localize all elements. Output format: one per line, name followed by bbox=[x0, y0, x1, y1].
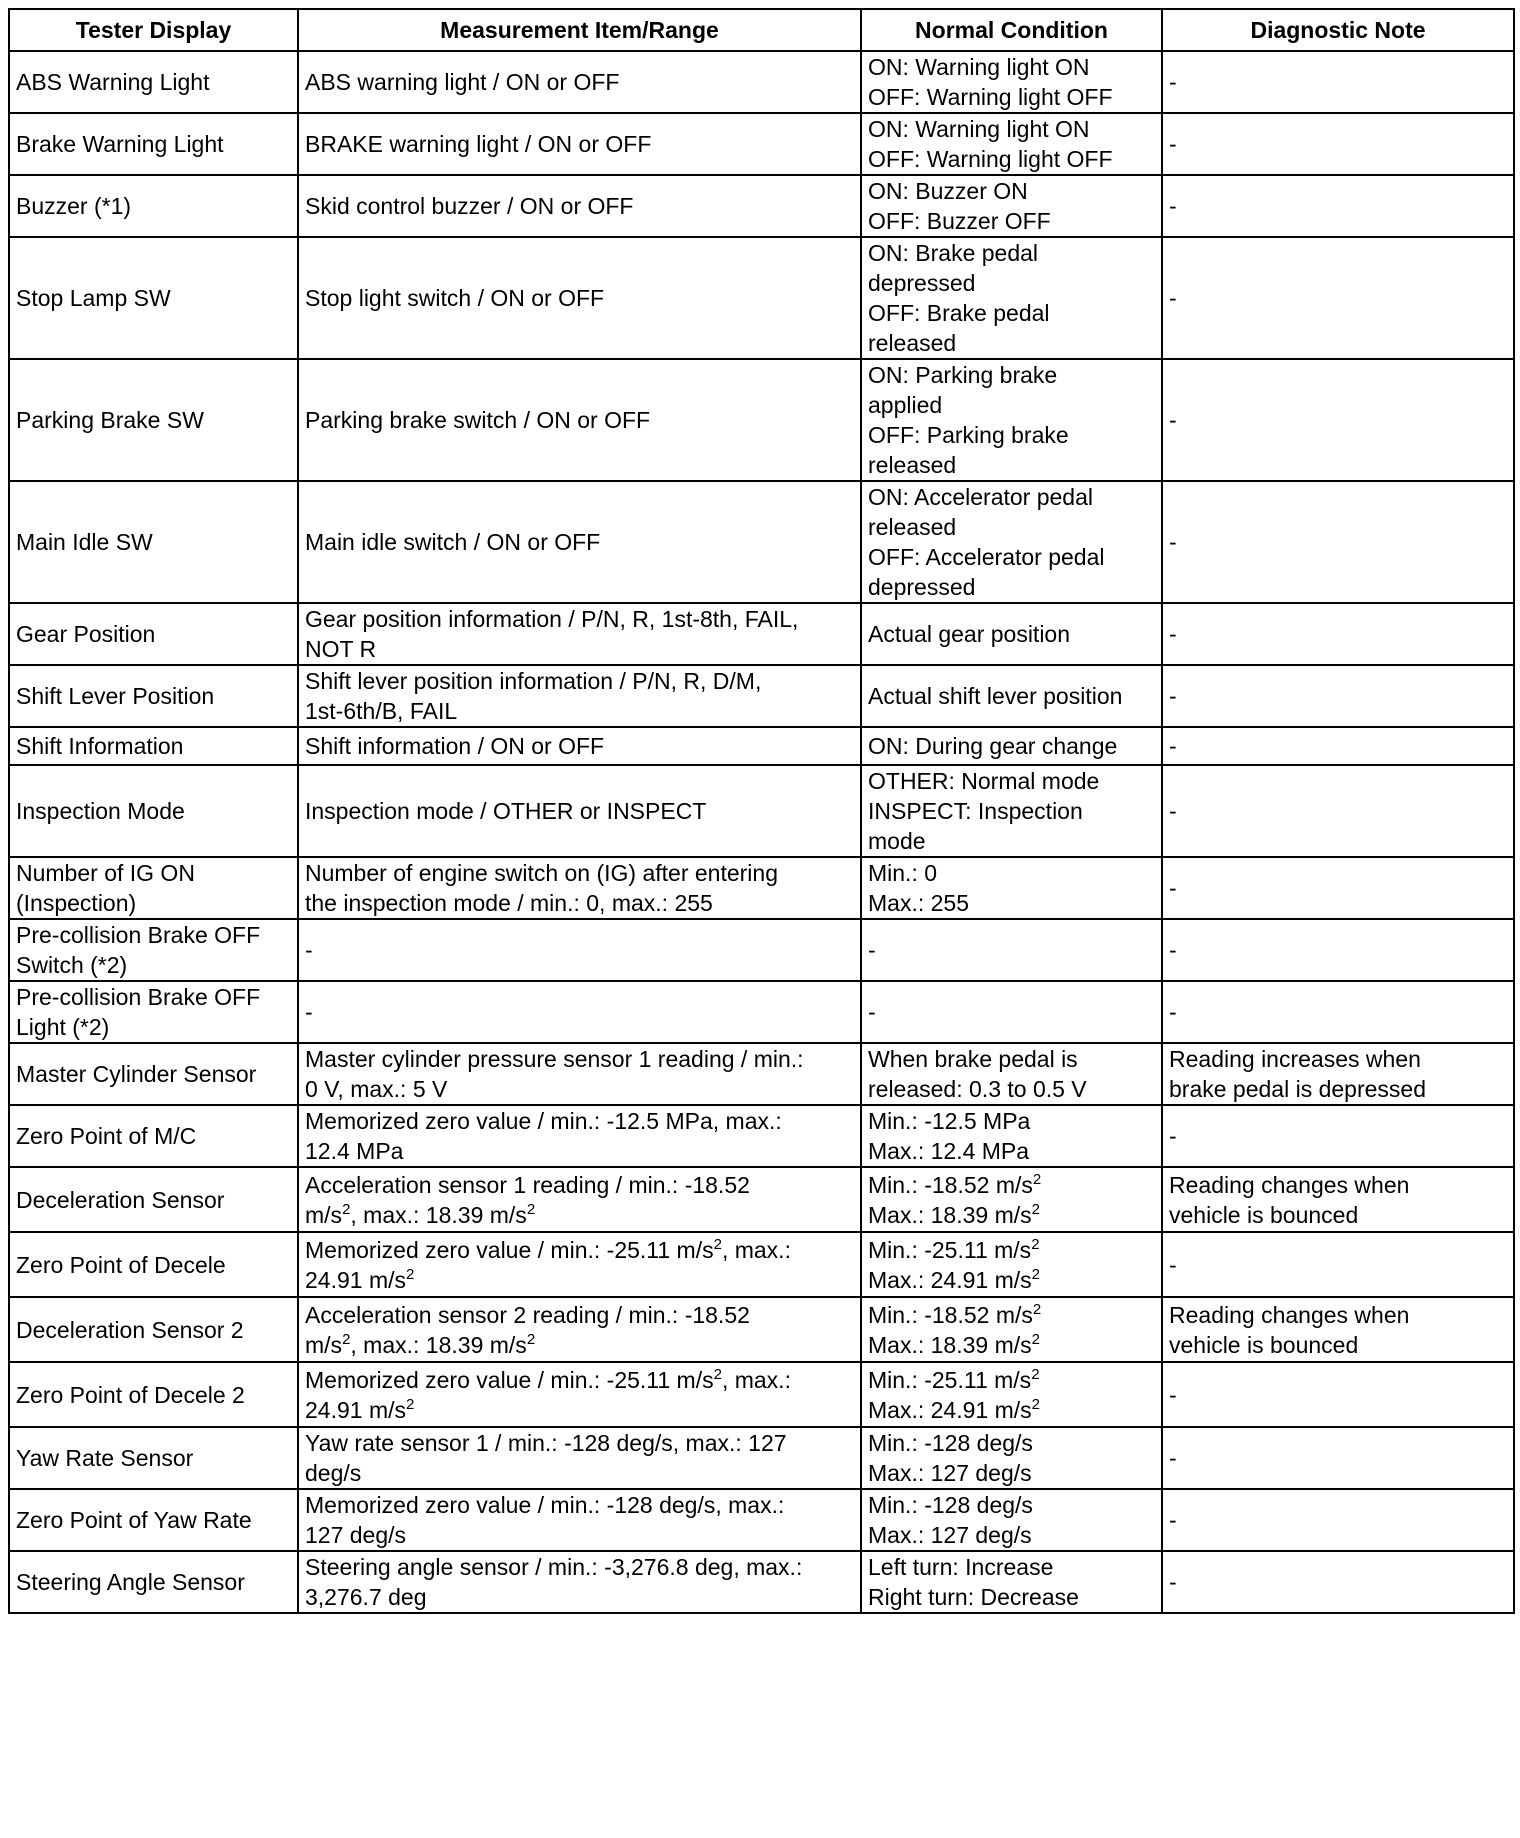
cell-line: Brake Warning Light bbox=[16, 131, 224, 157]
cell-diagnostic-note bbox=[1162, 857, 1514, 919]
cell-line: Shift Information bbox=[16, 733, 184, 759]
table-row bbox=[9, 1105, 1514, 1167]
cell-line: ON: Warning light ON bbox=[868, 54, 1090, 80]
cell-normal-condition bbox=[861, 727, 1162, 765]
cell-tester-display bbox=[9, 919, 298, 981]
cell-measurement-item bbox=[298, 175, 861, 237]
cell-line: Actual gear position bbox=[868, 621, 1071, 647]
cell-line: - bbox=[1169, 407, 1177, 433]
cell-line: BRAKE warning light / ON or OFF bbox=[305, 131, 652, 157]
cell-measurement-item bbox=[298, 1297, 861, 1362]
cell-line: OFF: Warning light OFF bbox=[868, 146, 1113, 172]
cell-diagnostic-note bbox=[1162, 237, 1514, 359]
cell-line: released bbox=[868, 330, 957, 356]
header-diagnostic-note: Diagnostic Note bbox=[1162, 9, 1514, 51]
cell-normal-condition bbox=[861, 1362, 1162, 1427]
header-normal-condition: Normal Condition bbox=[861, 9, 1162, 51]
cell-normal-condition bbox=[861, 51, 1162, 113]
cell-line: ON: During gear change bbox=[868, 733, 1118, 759]
table-row bbox=[9, 1362, 1514, 1427]
cell-diagnostic-note bbox=[1162, 359, 1514, 481]
cell-line: - bbox=[1169, 69, 1177, 95]
cell-line: - bbox=[868, 937, 876, 963]
cell-diagnostic-note bbox=[1162, 919, 1514, 981]
cell-line: - bbox=[1169, 937, 1177, 963]
cell-tester-display bbox=[9, 51, 298, 113]
cell-diagnostic-note bbox=[1162, 481, 1514, 603]
cell-normal-condition bbox=[861, 1489, 1162, 1551]
cell-tester-display bbox=[9, 665, 298, 727]
cell-tester-display bbox=[9, 1362, 298, 1427]
cell-line: Gear Position bbox=[16, 621, 156, 647]
cell-line: Yaw Rate Sensor bbox=[16, 1445, 194, 1471]
cell-diagnostic-note bbox=[1162, 1362, 1514, 1427]
table-row bbox=[9, 1427, 1514, 1489]
cell-line: $m/s^2$, max.: 18.39 $m/s^2$ bbox=[305, 1200, 536, 1228]
cell-tester-display bbox=[9, 1551, 298, 1613]
cell-diagnostic-note bbox=[1162, 1427, 1514, 1489]
cell-tester-display bbox=[9, 981, 298, 1043]
cell-line: - bbox=[1169, 529, 1177, 555]
cell-line: - bbox=[305, 999, 313, 1025]
cell-tester-display bbox=[9, 175, 298, 237]
cell-line: ON: Warning light ON bbox=[868, 116, 1090, 142]
cell-line: Number of IG ON bbox=[16, 860, 195, 886]
cell-line: ON: Brake pedal bbox=[868, 240, 1039, 266]
cell-line: Max.: 18.39 $m/s^2$ bbox=[868, 1200, 1040, 1228]
cell-diagnostic-note bbox=[1162, 1232, 1514, 1297]
cell-line: - bbox=[1169, 1251, 1177, 1278]
cell-normal-condition bbox=[861, 981, 1162, 1043]
cell-line: released bbox=[868, 452, 957, 478]
cell-line: INSPECT: Inspection bbox=[868, 798, 1083, 824]
cell-line: OFF: Accelerator pedal bbox=[868, 544, 1105, 570]
cell-line: - bbox=[1169, 1507, 1177, 1533]
cell-normal-condition bbox=[861, 1105, 1162, 1167]
cell-normal-condition bbox=[861, 1043, 1162, 1105]
cell-line: Gear position information / P/N, R, 1st-8th, FAIL, bbox=[305, 606, 799, 632]
cell-line: Yaw rate sensor 1 / min.: -128 deg/s, max.: 127 bbox=[305, 1430, 787, 1456]
cell-normal-condition bbox=[861, 113, 1162, 175]
cell-line: depressed bbox=[868, 574, 976, 600]
cell-measurement-item bbox=[298, 603, 861, 665]
cell-line: Main idle switch / ON or OFF bbox=[305, 529, 601, 555]
cell-line: Max.: 127 deg/s bbox=[868, 1460, 1032, 1486]
cell-tester-display bbox=[9, 857, 298, 919]
cell-line: Skid control buzzer / ON or OFF bbox=[305, 193, 634, 219]
cell-line: Light (*2) bbox=[16, 1014, 110, 1040]
cell-line: Inspection mode / OTHER or INSPECT bbox=[305, 798, 707, 824]
table-row bbox=[9, 919, 1514, 981]
cell-line: OFF: Brake pedal bbox=[868, 300, 1050, 326]
cell-line: Memorized zero value / min.: -12.5 MPa, max.: bbox=[305, 1108, 782, 1134]
cell-line: Zero Point of Decele bbox=[16, 1251, 226, 1278]
cell-line: Parking brake switch / ON or OFF bbox=[305, 407, 651, 433]
cell-line: Zero Point of Decele 2 bbox=[16, 1381, 245, 1408]
cell-line: Steering Angle Sensor bbox=[16, 1569, 245, 1595]
cell-measurement-item bbox=[298, 237, 861, 359]
cell-line: - bbox=[1169, 1381, 1177, 1408]
cell-line: - bbox=[305, 937, 313, 963]
cell-line: - bbox=[1169, 1569, 1177, 1595]
cell-line: - bbox=[1169, 683, 1177, 709]
cell-tester-display bbox=[9, 1232, 298, 1297]
cell-line: Acceleration sensor 2 reading / min.: -18.52 bbox=[305, 1301, 750, 1328]
cell-tester-display bbox=[9, 1297, 298, 1362]
cell-line: Max.: 18.39 $m/s^2$ bbox=[868, 1330, 1040, 1358]
cell-line: 12.4 MPa bbox=[305, 1138, 404, 1164]
header-tester-display: Tester Display bbox=[9, 9, 298, 51]
table-row bbox=[9, 1232, 1514, 1297]
cell-line: - bbox=[1169, 875, 1177, 901]
table-row bbox=[9, 1043, 1514, 1105]
cell-line: 127 deg/s bbox=[305, 1522, 407, 1548]
cell-line: 24.91 $m/s^2$ bbox=[305, 1265, 415, 1293]
cell-tester-display bbox=[9, 1167, 298, 1232]
cell-tester-display bbox=[9, 603, 298, 665]
cell-line: vehicle is bounced bbox=[1169, 1201, 1359, 1228]
cell-line: Stop light switch / ON or OFF bbox=[305, 285, 605, 311]
cell-line: brake pedal is depressed bbox=[1169, 1076, 1426, 1102]
cell-diagnostic-note bbox=[1162, 1043, 1514, 1105]
cell-line: depressed bbox=[868, 270, 976, 296]
cell-line: ON: Parking brake bbox=[868, 362, 1058, 388]
cell-line: Reading changes when bbox=[1169, 1171, 1410, 1198]
cell-line: ABS warning light / ON or OFF bbox=[305, 69, 620, 95]
cell-line: - bbox=[1169, 621, 1177, 647]
cell-normal-condition bbox=[861, 1551, 1162, 1613]
cell-diagnostic-note bbox=[1162, 1105, 1514, 1167]
header-measurement-item: Measurement Item/Range bbox=[298, 9, 861, 51]
cell-line: Deceleration Sensor 2 bbox=[16, 1316, 244, 1343]
cell-measurement-item bbox=[298, 727, 861, 765]
cell-line: Max.: 255 bbox=[868, 890, 969, 916]
table-row bbox=[9, 765, 1514, 857]
table-row bbox=[9, 603, 1514, 665]
cell-normal-condition bbox=[861, 765, 1162, 857]
cell-tester-display bbox=[9, 481, 298, 603]
cell-line: ABS Warning Light bbox=[16, 69, 210, 95]
cell-measurement-item bbox=[298, 765, 861, 857]
cell-line: OTHER: Normal mode bbox=[868, 768, 1100, 794]
diagnostic-data-table bbox=[8, 8, 1515, 1614]
cell-line: - bbox=[868, 999, 876, 1025]
cell-normal-condition bbox=[861, 665, 1162, 727]
table-row bbox=[9, 481, 1514, 603]
cell-line: Shift Lever Position bbox=[16, 683, 215, 709]
cell-line: 3,276.7 deg bbox=[305, 1584, 427, 1610]
cell-line: Shift lever position information / P/N, R, D/M, bbox=[305, 668, 762, 694]
table-row bbox=[9, 727, 1514, 765]
table-row bbox=[9, 857, 1514, 919]
cell-line: Memorized zero value / min.: -25.11 $m/s^2$, max.: bbox=[305, 1235, 791, 1263]
cell-tester-display bbox=[9, 765, 298, 857]
cell-diagnostic-note bbox=[1162, 51, 1514, 113]
cell-line: - bbox=[1169, 999, 1177, 1025]
cell-line: Deceleration Sensor bbox=[16, 1186, 225, 1213]
table-row bbox=[9, 175, 1514, 237]
cell-line: Min.: -25.11 $m/s^2$ bbox=[868, 1235, 1040, 1263]
cell-line: Min.: -18.52 $m/s^2$ bbox=[868, 1170, 1042, 1198]
cell-line: Acceleration sensor 1 reading / min.: -18.52 bbox=[305, 1171, 750, 1198]
cell-normal-condition bbox=[861, 919, 1162, 981]
table-row bbox=[9, 113, 1514, 175]
cell-normal-condition bbox=[861, 1427, 1162, 1489]
cell-diagnostic-note bbox=[1162, 1551, 1514, 1613]
cell-line: Shift information / ON or OFF bbox=[305, 733, 605, 759]
cell-line: mode bbox=[868, 828, 926, 854]
cell-measurement-item bbox=[298, 919, 861, 981]
cell-line: Min.: -18.52 $m/s^2$ bbox=[868, 1300, 1042, 1328]
cell-line: Memorized zero value / min.: -128 deg/s, max.: bbox=[305, 1492, 785, 1518]
cell-line: Max.: 24.91 $m/s^2$ bbox=[868, 1265, 1040, 1293]
table-row bbox=[9, 359, 1514, 481]
cell-line: Zero Point of M/C bbox=[16, 1123, 197, 1149]
cell-measurement-item bbox=[298, 51, 861, 113]
cell-measurement-item bbox=[298, 1167, 861, 1232]
cell-measurement-item bbox=[298, 1489, 861, 1551]
cell-line: Max.: 12.4 MPa bbox=[868, 1138, 1030, 1164]
cell-line: 1st-6th/B, FAIL bbox=[305, 698, 458, 724]
cell-line: Parking Brake SW bbox=[16, 407, 204, 433]
cell-measurement-item bbox=[298, 665, 861, 727]
cell-line: Master Cylinder Sensor bbox=[16, 1061, 257, 1087]
cell-measurement-item bbox=[298, 981, 861, 1043]
cell-tester-display bbox=[9, 1043, 298, 1105]
cell-line: Pre-collision Brake OFF bbox=[16, 984, 261, 1010]
cell-line: Inspection Mode bbox=[16, 798, 185, 824]
cell-measurement-item bbox=[298, 113, 861, 175]
cell-normal-condition bbox=[861, 481, 1162, 603]
cell-diagnostic-note bbox=[1162, 765, 1514, 857]
cell-diagnostic-note bbox=[1162, 665, 1514, 727]
table-row bbox=[9, 51, 1514, 113]
cell-line: Right turn: Decrease bbox=[868, 1584, 1079, 1610]
cell-normal-condition bbox=[861, 175, 1162, 237]
cell-tester-display bbox=[9, 1489, 298, 1551]
cell-line: Steering angle sensor / min.: -3,276.8 deg, max.: bbox=[305, 1554, 803, 1580]
table-row bbox=[9, 1489, 1514, 1551]
cell-normal-condition bbox=[861, 1167, 1162, 1232]
cell-line: Zero Point of Yaw Rate bbox=[16, 1507, 252, 1533]
cell-line: applied bbox=[868, 392, 943, 418]
cell-line: Master cylinder pressure sensor 1 reading / min.: bbox=[305, 1046, 804, 1072]
cell-diagnostic-note bbox=[1162, 727, 1514, 765]
cell-line: Main Idle SW bbox=[16, 529, 153, 555]
cell-line: OFF: Warning light OFF bbox=[868, 84, 1113, 110]
cell-tester-display bbox=[9, 113, 298, 175]
cell-line: ON: Buzzer ON bbox=[868, 178, 1028, 204]
cell-diagnostic-note bbox=[1162, 113, 1514, 175]
cell-normal-condition bbox=[861, 1297, 1162, 1362]
cell-measurement-item bbox=[298, 1427, 861, 1489]
cell-normal-condition bbox=[861, 237, 1162, 359]
cell-line: Max.: 127 deg/s bbox=[868, 1522, 1032, 1548]
table-row bbox=[9, 237, 1514, 359]
cell-line: Left turn: Increase bbox=[868, 1554, 1054, 1580]
cell-line: vehicle is bounced bbox=[1169, 1331, 1359, 1358]
table-row bbox=[9, 1297, 1514, 1362]
cell-line: - bbox=[1169, 798, 1177, 824]
cell-measurement-item bbox=[298, 1105, 861, 1167]
cell-line: Reading changes when bbox=[1169, 1301, 1410, 1328]
cell-line: Stop Lamp SW bbox=[16, 285, 171, 311]
cell-line: When brake pedal is bbox=[868, 1046, 1078, 1072]
cell-line: Number of engine switch on (IG) after entering bbox=[305, 860, 779, 886]
cell-tester-display bbox=[9, 237, 298, 359]
table-row bbox=[9, 665, 1514, 727]
cell-line: Buzzer (*1) bbox=[16, 193, 132, 219]
cell-measurement-item bbox=[298, 359, 861, 481]
cell-diagnostic-note bbox=[1162, 175, 1514, 237]
cell-measurement-item bbox=[298, 1362, 861, 1427]
cell-line: - bbox=[1169, 285, 1177, 311]
cell-line: $m/s^2$, max.: 18.39 $m/s^2$ bbox=[305, 1330, 536, 1358]
cell-line: Pre-collision Brake OFF bbox=[16, 922, 261, 948]
header-row bbox=[9, 9, 1514, 51]
cell-line: NOT R bbox=[305, 636, 377, 662]
cell-line: Actual shift lever position bbox=[868, 683, 1123, 709]
cell-line: - bbox=[1169, 1123, 1177, 1149]
table-row bbox=[9, 981, 1514, 1043]
cell-diagnostic-note bbox=[1162, 981, 1514, 1043]
cell-normal-condition bbox=[861, 1232, 1162, 1297]
cell-measurement-item bbox=[298, 481, 861, 603]
cell-measurement-item bbox=[298, 1232, 861, 1297]
cell-line: - bbox=[1169, 193, 1177, 219]
cell-line: Switch (*2) bbox=[16, 952, 128, 978]
cell-measurement-item bbox=[298, 857, 861, 919]
cell-line: OFF: Buzzer OFF bbox=[868, 208, 1051, 234]
cell-line: Min.: 0 bbox=[868, 860, 938, 886]
cell-line: Memorized zero value / min.: -25.11 $m/s^2$, max.: bbox=[305, 1365, 791, 1393]
cell-diagnostic-note bbox=[1162, 1489, 1514, 1551]
cell-line: Min.: -12.5 MPa bbox=[868, 1108, 1031, 1134]
cell-line: Max.: 24.91 $m/s^2$ bbox=[868, 1395, 1040, 1423]
cell-line: 24.91 $m/s^2$ bbox=[305, 1395, 415, 1423]
cell-line: ON: Accelerator pedal bbox=[868, 484, 1094, 510]
cell-line: the inspection mode / min.: 0, max.: 255 bbox=[305, 890, 713, 916]
cell-tester-display bbox=[9, 1105, 298, 1167]
cell-line: OFF: Parking brake bbox=[868, 422, 1069, 448]
cell-diagnostic-note bbox=[1162, 1297, 1514, 1362]
cell-line: - bbox=[1169, 733, 1177, 759]
cell-diagnostic-note bbox=[1162, 603, 1514, 665]
cell-line: released: 0.3 to 0.5 V bbox=[868, 1076, 1087, 1102]
cell-line: Min.: -128 deg/s bbox=[868, 1430, 1033, 1456]
cell-tester-display bbox=[9, 727, 298, 765]
cell-diagnostic-note bbox=[1162, 1167, 1514, 1232]
cell-line: Reading increases when bbox=[1169, 1046, 1421, 1072]
cell-line: - bbox=[1169, 1445, 1177, 1471]
cell-normal-condition bbox=[861, 603, 1162, 665]
cell-line: - bbox=[1169, 131, 1177, 157]
cell-line: Min.: -128 deg/s bbox=[868, 1492, 1033, 1518]
cell-normal-condition bbox=[861, 857, 1162, 919]
cell-tester-display bbox=[9, 1427, 298, 1489]
table-row bbox=[9, 1551, 1514, 1613]
cell-tester-display bbox=[9, 359, 298, 481]
cell-line: released bbox=[868, 514, 957, 540]
cell-line: Min.: -25.11 $m/s^2$ bbox=[868, 1365, 1040, 1393]
cell-measurement-item bbox=[298, 1043, 861, 1105]
cell-line: 0 V, max.: 5 V bbox=[305, 1076, 448, 1102]
table-row bbox=[9, 1167, 1514, 1232]
cell-line: (Inspection) bbox=[16, 890, 137, 916]
cell-normal-condition bbox=[861, 359, 1162, 481]
cell-measurement-item bbox=[298, 1551, 861, 1613]
cell-line: deg/s bbox=[305, 1460, 362, 1486]
